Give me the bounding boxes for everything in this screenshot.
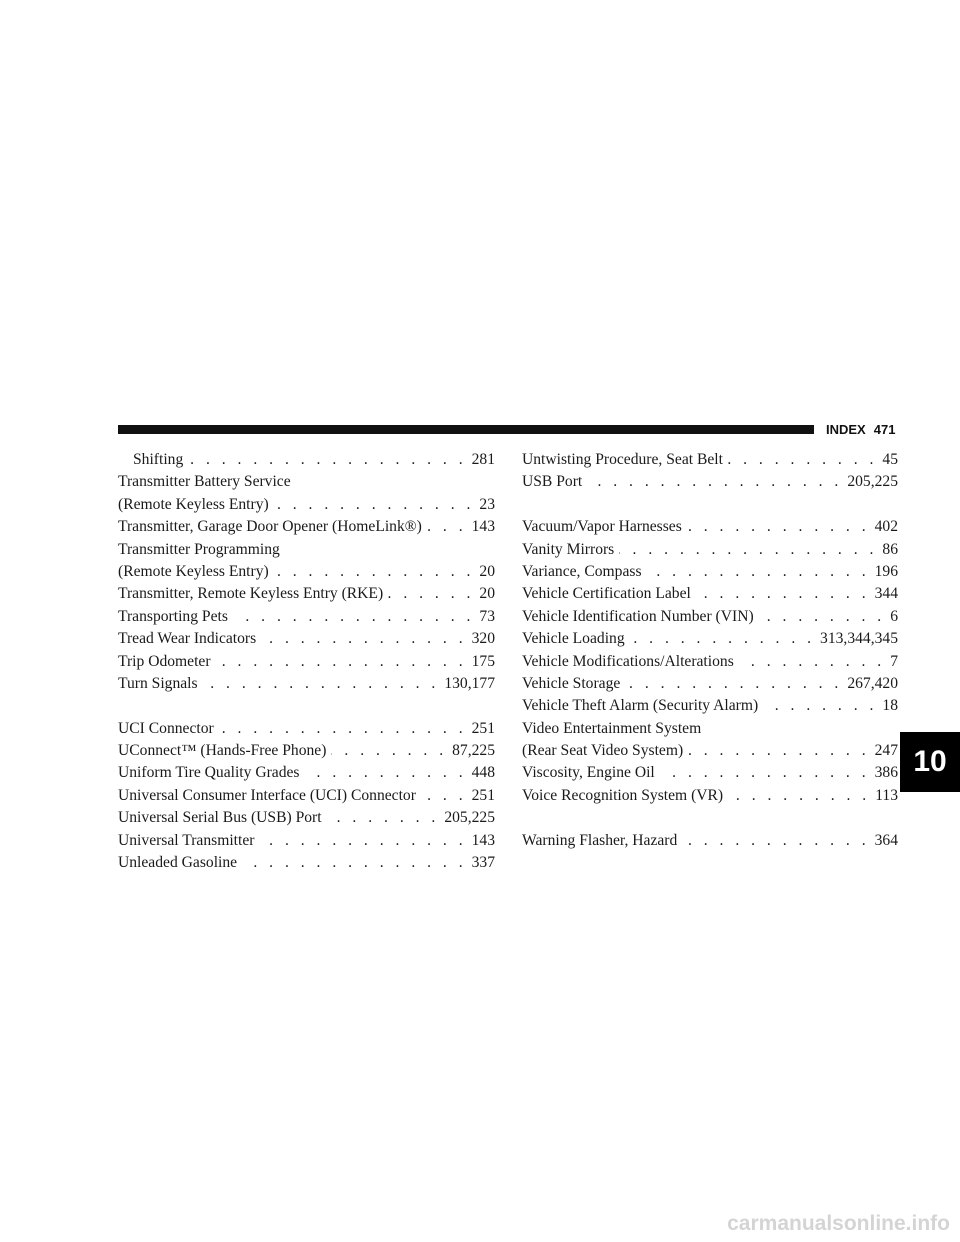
dot-leader bbox=[728, 449, 877, 471]
index-entry bbox=[118, 651, 495, 673]
index-entry-page: 313,344,345 bbox=[820, 630, 898, 648]
index-entry bbox=[522, 762, 898, 784]
dot-leader bbox=[739, 651, 885, 673]
index-entry-page: 448 bbox=[471, 764, 495, 782]
index-entry bbox=[522, 651, 898, 673]
index-entry-page: 113 bbox=[875, 786, 898, 804]
index-entry-label: Vehicle Certification Label bbox=[522, 585, 691, 603]
index-entry-page: 86 bbox=[882, 540, 898, 558]
index-entry-page: 196 bbox=[874, 562, 898, 580]
index-entry-page: 364 bbox=[874, 831, 898, 849]
index-entry bbox=[522, 583, 898, 605]
index-entry-page: 402 bbox=[874, 518, 898, 536]
index-entry bbox=[118, 471, 495, 493]
index-entry-label: Transmitter, Garage Door Opener (HomeLink®) bbox=[118, 518, 422, 536]
dot-leader bbox=[647, 561, 870, 583]
index-entry bbox=[118, 539, 495, 561]
index-entry-page: 175 bbox=[471, 652, 495, 670]
dot-leader bbox=[619, 539, 877, 561]
index-entry-label: Warning Flasher, Hazard bbox=[522, 831, 678, 849]
header-rule bbox=[118, 425, 814, 434]
index-entry-label: (Rear Seat Video System) bbox=[522, 742, 684, 760]
index-entry-label: (Remote Keyless Entry) bbox=[118, 495, 269, 513]
index-entry-label: UConnect™ (Hands-Free Phone) bbox=[118, 742, 327, 760]
index-entry bbox=[522, 785, 898, 807]
dot-leader bbox=[696, 583, 870, 605]
dot-leader bbox=[331, 740, 447, 762]
section-title: INDEX bbox=[826, 422, 866, 437]
index-column-right bbox=[522, 449, 898, 852]
index-entry bbox=[522, 695, 898, 717]
index-entry-label: USB Port bbox=[522, 473, 583, 491]
dot-leader bbox=[388, 583, 474, 605]
index-entry-page: 205,225 bbox=[847, 473, 898, 491]
index-entry-label: Universal Serial Bus (USB) Port bbox=[118, 809, 322, 827]
index-entry-page: 23 bbox=[479, 495, 495, 513]
index-entry-label: Vehicle Identification Number (VIN) bbox=[522, 607, 754, 625]
index-entry bbox=[118, 449, 495, 471]
index-column-left bbox=[118, 449, 495, 874]
dot-leader bbox=[421, 785, 467, 807]
dot-leader bbox=[304, 762, 466, 784]
index-entry bbox=[118, 673, 495, 695]
page-number: 471 bbox=[873, 422, 896, 437]
index-entry-label: Transmitter Battery Service bbox=[118, 473, 291, 491]
index-entry-label: Uniform Tire Quality Grades bbox=[118, 764, 300, 782]
index-entry-page: 73 bbox=[479, 607, 495, 625]
page-header bbox=[826, 420, 936, 440]
index-entry-page: 143 bbox=[471, 518, 495, 536]
index-entry bbox=[118, 852, 495, 874]
dot-leader bbox=[427, 516, 467, 538]
dot-leader bbox=[682, 830, 869, 852]
section-gap bbox=[118, 695, 495, 717]
index-entry-label: Universal Transmitter bbox=[118, 831, 255, 849]
index-entry-label: Voice Recognition System (VR) bbox=[522, 786, 724, 804]
dot-leader bbox=[274, 561, 475, 583]
index-entry bbox=[522, 539, 898, 561]
index-entry-page: 20 bbox=[479, 585, 495, 603]
index-entry-page: 143 bbox=[471, 831, 495, 849]
index-entry bbox=[522, 673, 898, 695]
index-entry-label: Trip Odometer bbox=[118, 652, 211, 670]
index-entry-page: 6 bbox=[890, 607, 898, 625]
index-entry-label: Vanity Mirrors bbox=[522, 540, 615, 558]
dot-leader bbox=[763, 695, 877, 717]
index-entry bbox=[522, 449, 898, 471]
dot-leader bbox=[216, 651, 467, 673]
index-entry bbox=[118, 740, 495, 762]
index-entry-page: 20 bbox=[479, 562, 495, 580]
index-entry bbox=[118, 718, 495, 740]
dot-leader bbox=[242, 852, 467, 874]
index-entry-page: 130,177 bbox=[444, 674, 495, 692]
index-entry bbox=[118, 807, 495, 829]
index-entry bbox=[522, 628, 898, 650]
index-entry bbox=[522, 606, 898, 628]
index-entry bbox=[118, 606, 495, 628]
index-entry-page: 45 bbox=[882, 451, 898, 468]
index-entry-label: Vehicle Storage bbox=[522, 674, 621, 692]
section-gap bbox=[522, 807, 898, 829]
dot-leader bbox=[728, 785, 870, 807]
index-entry-label: Transmitter, Remote Keyless Entry (RKE) bbox=[118, 585, 384, 603]
index-entry-page: 251 bbox=[471, 719, 495, 737]
index-entry-page: 87,225 bbox=[452, 742, 495, 760]
dot-leader bbox=[274, 494, 475, 516]
index-entry-label: Untwisting Procedure, Seat Belt bbox=[522, 451, 723, 468]
dot-leader bbox=[233, 606, 475, 628]
dot-leader bbox=[660, 762, 870, 784]
index-entry-label: Transmitter Programming bbox=[118, 540, 280, 558]
index-entry-page: 18 bbox=[882, 697, 898, 715]
dot-leader bbox=[203, 673, 440, 695]
index-entry-label: UCI Connector bbox=[118, 719, 214, 737]
index-entry-label: (Remote Keyless Entry) bbox=[118, 562, 269, 580]
index-entry bbox=[118, 785, 495, 807]
index-entry bbox=[522, 561, 898, 583]
index-entry-label: Video Entertainment System bbox=[522, 719, 702, 737]
index-entry-page: 281 bbox=[471, 451, 495, 468]
dot-leader bbox=[587, 471, 842, 493]
section-tab: 10 bbox=[900, 732, 960, 792]
index-entry bbox=[522, 718, 898, 740]
index-entry-label: Universal Consumer Interface (UCI) Connector bbox=[118, 786, 416, 804]
index-entry-label: Tread Wear Indicators bbox=[118, 630, 257, 648]
index-entry-page: 344 bbox=[874, 585, 898, 603]
index-entry bbox=[522, 516, 898, 538]
index-entry bbox=[118, 516, 495, 538]
index-entry-label: Variance, Compass bbox=[522, 562, 642, 580]
dot-leader bbox=[759, 606, 886, 628]
dot-leader bbox=[261, 628, 466, 650]
dot-leader bbox=[188, 449, 466, 471]
dot-leader bbox=[625, 673, 842, 695]
index-entry-label: Vacuum/Vapor Harnesses bbox=[522, 518, 682, 536]
dot-leader bbox=[688, 740, 869, 762]
index-entry-page: 267,420 bbox=[847, 674, 898, 692]
index-entry-label: Vehicle Modifications/Alterations bbox=[522, 652, 734, 670]
dot-leader bbox=[630, 628, 815, 650]
index-entry-label: Transporting Pets bbox=[118, 607, 228, 625]
index-entry-label: Vehicle Loading bbox=[522, 630, 625, 648]
section-gap bbox=[522, 494, 898, 516]
index-entry bbox=[522, 471, 898, 493]
dot-leader bbox=[259, 830, 466, 852]
index-entry-label: Viscosity, Engine Oil bbox=[522, 764, 655, 782]
index-entry bbox=[118, 830, 495, 852]
index-entry bbox=[118, 583, 495, 605]
index-entry bbox=[118, 762, 495, 784]
index-entry-label: Turn Signals bbox=[118, 674, 198, 692]
index-entry-label: Vehicle Theft Alarm (Security Alarm) bbox=[522, 697, 759, 715]
index-entry-label: Shifting bbox=[133, 451, 184, 468]
index-entry-page: 337 bbox=[471, 854, 495, 872]
index-entry-page: 7 bbox=[890, 652, 898, 670]
index-entry bbox=[118, 561, 495, 583]
index-entry bbox=[522, 740, 898, 762]
index-entry-label: Unleaded Gasoline bbox=[118, 854, 238, 872]
index-entry-page: 320 bbox=[471, 630, 495, 648]
index-entry bbox=[522, 830, 898, 852]
index-entry-page: 205,225 bbox=[444, 809, 495, 827]
index-entry bbox=[118, 494, 495, 516]
index-entry-page: 251 bbox=[471, 786, 495, 804]
dot-leader bbox=[327, 807, 440, 829]
dot-leader bbox=[687, 516, 870, 538]
watermark: carmanualsonline.info bbox=[727, 1212, 950, 1235]
dot-leader bbox=[219, 718, 467, 740]
index-entry bbox=[118, 628, 495, 650]
index-entry-page: 247 bbox=[874, 742, 898, 760]
index-entry-page: 386 bbox=[874, 764, 898, 782]
